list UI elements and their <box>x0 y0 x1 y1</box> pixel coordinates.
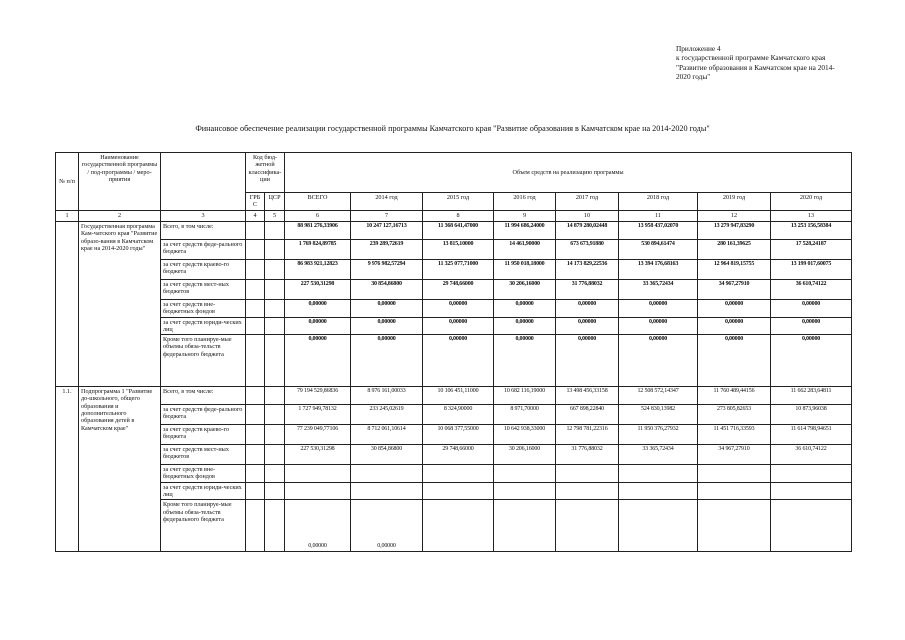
grbs-cell <box>246 300 265 318</box>
col-number: 3 <box>161 211 246 222</box>
amount-cell: 1 727 949,78132 <box>285 405 351 425</box>
amount-cell <box>619 482 698 500</box>
funding-source-label: за счет средств мест-ных бюджетов <box>161 445 246 465</box>
amount-cell: 227 530,31298 <box>285 280 351 300</box>
amount-cell: 673 673,91880 <box>556 240 619 260</box>
col-number: 11 <box>619 211 698 222</box>
amount-cell <box>351 465 423 483</box>
col-number: 12 <box>698 211 771 222</box>
amount-cell: 0,00000 <box>351 300 423 318</box>
header-total: ВСЕГО <box>285 193 351 211</box>
amount-cell: 13 958 437,02070 <box>619 222 698 240</box>
amount-cell: 12 508 572,14347 <box>619 387 698 405</box>
csr-cell <box>265 445 285 465</box>
amount-cell: 13 394 176,68163 <box>619 260 698 280</box>
amount-cell <box>494 465 556 483</box>
csr-cell <box>265 465 285 483</box>
amount-cell: 280 161,39625 <box>698 240 771 260</box>
amount-cell: 13 199 017,60075 <box>771 260 852 280</box>
amount-cell <box>556 465 619 483</box>
amount-cell: 8 976 161,00033 <box>351 387 423 405</box>
funding-source-label: за счет средств феде-рального бюджета <box>161 240 246 260</box>
header-blank <box>161 153 246 211</box>
col-number: 6 <box>285 211 351 222</box>
amount-cell <box>698 482 771 500</box>
header-code: Код бюд-жетной классифика-ции <box>246 153 285 193</box>
col-number: 2 <box>79 211 161 222</box>
financing-table <box>55 152 852 552</box>
table-row <box>56 222 852 240</box>
amount-cell: 0,00000 <box>556 335 619 387</box>
amount-cell: 0,00000 <box>494 317 556 335</box>
header-year: 2020 год <box>771 193 852 211</box>
amount-cell: 227 530,31298 <box>285 445 351 465</box>
col-number: 9 <box>494 211 556 222</box>
document-title: Финансовое обеспечение реализации государственной программы Камчатского края "Развитие образования в Камчатском крае на 2014-2020 годы" <box>195 124 710 133</box>
amount-cell: 34 967,27910 <box>698 445 771 465</box>
appendix-line-4: 2020 годы" <box>676 72 711 82</box>
amount-cell: 10 873,96038 <box>771 405 852 425</box>
col-number: 1 <box>56 211 79 222</box>
csr-cell <box>265 405 285 425</box>
amount-cell: 0,00000 <box>771 335 852 387</box>
appendix-line-3: "Развитие образования в Камчатском крае на 2014- <box>676 62 835 72</box>
amount-cell: 79 194 529,86836 <box>285 387 351 405</box>
amount-cell: 30 206,16000 <box>494 280 556 300</box>
grbs-cell <box>246 425 265 445</box>
amount-cell: 31 776,88032 <box>556 280 619 300</box>
amount-cell <box>351 482 423 500</box>
table-row <box>56 317 852 335</box>
column-number-row <box>56 211 852 222</box>
amount-cell: 0,00000 <box>494 335 556 387</box>
amount-cell: 11 451 716,33593 <box>698 425 771 445</box>
grbs-cell <box>246 222 265 240</box>
header-year: 2017 год <box>556 193 619 211</box>
amount-cell: 31 776,88032 <box>556 445 619 465</box>
col-number: 5 <box>265 211 285 222</box>
amount-cell <box>698 465 771 483</box>
amount-cell: 13 815,10000 <box>423 240 494 260</box>
amount-cell <box>285 465 351 483</box>
amount-cell: 12 964 819,15755 <box>698 260 771 280</box>
appendix-line-2: к государственной программе Камчатского края <box>676 53 826 63</box>
amount-cell: 239 289,72619 <box>351 240 423 260</box>
amount-cell <box>494 482 556 500</box>
amount-cell: 11 760 489,44156 <box>698 387 771 405</box>
grbs-cell <box>246 335 265 387</box>
amount-cell: 0,00000 <box>771 317 852 335</box>
funding-source-label: за счет средств краево-го бюджета <box>161 425 246 445</box>
amount-cell: 0,00000 <box>698 300 771 318</box>
amount-cell: 0,00000 <box>423 335 494 387</box>
amount-cell: 8 712 061,10614 <box>351 425 423 445</box>
amount-cell: 0,00000 <box>556 300 619 318</box>
amount-cell <box>619 465 698 483</box>
program-name: Государственная программа Кам-чатского края "Развитие образо-вания в Камчатском крае на 2014-2020 годы" <box>79 222 161 387</box>
amount-cell: 13 253 156,58384 <box>771 222 852 240</box>
header-grbs: ГРБ С <box>246 193 265 211</box>
funding-source-label: за счет средств юриди-ческих лиц <box>161 482 246 500</box>
amount-cell: 14 461,90000 <box>494 240 556 260</box>
funding-source-label: Кроме того планируе-мые объемы обяза-тельств федерального бюджета <box>161 500 246 552</box>
amount-cell: 30 854,86800 <box>351 280 423 300</box>
amount-cell: 667 898,22840 <box>556 405 619 425</box>
amount-cell <box>619 500 698 552</box>
table-row <box>56 482 852 500</box>
amount-cell: 0,00000 <box>351 500 423 552</box>
amount-cell: 11 325 077,71000 <box>423 260 494 280</box>
amount-cell: 13 498 456,33158 <box>556 387 619 405</box>
amount-cell <box>771 482 852 500</box>
amount-cell: 273 805,82653 <box>698 405 771 425</box>
amount-cell: 11 994 686,24000 <box>494 222 556 240</box>
funding-source-label: Всего, в том числе: <box>161 387 246 405</box>
amount-cell: 29 748,66000 <box>423 280 494 300</box>
amount-cell: 0,00000 <box>423 300 494 318</box>
funding-source-label: за счет средств юриди-ческих лиц <box>161 317 246 335</box>
amount-cell: 34 967,27910 <box>698 280 771 300</box>
amount-cell: 0,00000 <box>285 335 351 387</box>
amount-cell: 0,00000 <box>285 500 351 552</box>
col-number: 7 <box>351 211 423 222</box>
funding-source-label: за счет средств феде-рального бюджета <box>161 405 246 425</box>
amount-cell: 0,00000 <box>556 317 619 335</box>
col-number: 10 <box>556 211 619 222</box>
amount-cell: 14 879 280,02448 <box>556 222 619 240</box>
col-number: 8 <box>423 211 494 222</box>
amount-cell: 0,00000 <box>619 335 698 387</box>
amount-cell <box>423 500 494 552</box>
funding-source-label: за счет средств вне-бюджетных фондов <box>161 465 246 483</box>
csr-cell <box>265 500 285 552</box>
appendix-note <box>676 44 891 82</box>
amount-cell <box>285 482 351 500</box>
amount-cell: 8 324,90000 <box>423 405 494 425</box>
amount-cell: 0,00000 <box>771 300 852 318</box>
amount-cell: 524 830,13982 <box>619 405 698 425</box>
csr-cell <box>265 222 285 240</box>
header-name: Наименование государственной программы / под-программы / меро-приятия <box>79 153 161 211</box>
header-year: 2019 год <box>698 193 771 211</box>
table-row <box>56 260 852 280</box>
amount-cell: 0,00000 <box>619 300 698 318</box>
amount-cell <box>556 482 619 500</box>
csr-cell <box>265 280 285 300</box>
grbs-cell <box>246 387 265 405</box>
amount-cell: 36 610,74122 <box>771 445 852 465</box>
table-row <box>56 425 852 445</box>
amount-cell: 0,00000 <box>698 335 771 387</box>
amount-cell: 10 642 938,33000 <box>494 425 556 445</box>
amount-cell: 11 950 376,27932 <box>619 425 698 445</box>
amount-cell: 9 976 982,57294 <box>351 260 423 280</box>
funding-source-label: Всего, в том числе: <box>161 222 246 240</box>
grbs-cell <box>246 405 265 425</box>
funding-source-label: за счет средств краево-го бюджета <box>161 260 246 280</box>
amount-cell: 0,00000 <box>494 300 556 318</box>
amount-cell: 33 365,72434 <box>619 445 698 465</box>
amount-cell: 86 983 921,12823 <box>285 260 351 280</box>
table-row <box>56 240 852 260</box>
sub1-name: Подпрограмма 1 "Развитие до-школьного, общего образования и дополнительного образования детей в Камчатском крае" <box>79 387 161 552</box>
grbs-cell <box>246 317 265 335</box>
amount-cell: 14 173 829,22536 <box>556 260 619 280</box>
amount-cell: 530 894,61474 <box>619 240 698 260</box>
header-year: 2014 год <box>351 193 423 211</box>
col-number: 4 <box>246 211 265 222</box>
csr-cell <box>265 317 285 335</box>
amount-cell: 33 365,72434 <box>619 280 698 300</box>
grbs-cell <box>246 500 265 552</box>
amount-cell: 0,00000 <box>423 317 494 335</box>
amount-cell <box>771 465 852 483</box>
amount-cell: 12 798 781,22316 <box>556 425 619 445</box>
grbs-cell <box>246 465 265 483</box>
header-row-1 <box>56 153 852 193</box>
amount-cell <box>556 500 619 552</box>
amount-cell: 1 769 824,89785 <box>285 240 351 260</box>
amount-cell: 10 068 377,55000 <box>423 425 494 445</box>
grbs-cell <box>246 240 265 260</box>
header-year: 2018 год <box>619 193 698 211</box>
table-row <box>56 280 852 300</box>
table-row <box>56 445 852 465</box>
header-csr: ЦСР <box>265 193 285 211</box>
csr-cell <box>265 387 285 405</box>
table-row <box>56 300 852 318</box>
csr-cell <box>265 335 285 387</box>
amount-cell: 11 614 798,94651 <box>771 425 852 445</box>
amount-cell: 0,00000 <box>619 317 698 335</box>
amount-cell: 11 950 018,18000 <box>494 260 556 280</box>
amount-cell: 30 854,86800 <box>351 445 423 465</box>
csr-cell <box>265 260 285 280</box>
amount-cell: 17 528,24187 <box>771 240 852 260</box>
amount-cell: 0,00000 <box>285 300 351 318</box>
grbs-cell <box>246 280 265 300</box>
amount-cell <box>771 500 852 552</box>
csr-cell <box>265 300 285 318</box>
appendix-line-1: Приложение 4 <box>676 44 721 53</box>
csr-cell <box>265 240 285 260</box>
grbs-cell <box>246 445 265 465</box>
header-year: 2015 год <box>423 193 494 211</box>
amount-cell: 77 239 049,77106 <box>285 425 351 445</box>
table-row <box>56 405 852 425</box>
amount-cell: 0,00000 <box>351 335 423 387</box>
program-number <box>56 222 79 387</box>
funding-source-label: за счет средств вне-бюджетных фондов <box>161 300 246 318</box>
amount-cell: 233 245,02619 <box>351 405 423 425</box>
amount-cell: 13 279 947,83290 <box>698 222 771 240</box>
header-year: 2016 год <box>494 193 556 211</box>
amount-cell <box>423 482 494 500</box>
table-row <box>56 500 852 552</box>
table-row <box>56 335 852 387</box>
amount-cell: 0,00000 <box>285 317 351 335</box>
amount-cell: 10 682 116,19000 <box>494 387 556 405</box>
amount-cell: 30 206,16000 <box>494 445 556 465</box>
table-row <box>56 387 852 405</box>
amount-cell: 10 106 451,11000 <box>423 387 494 405</box>
csr-cell <box>265 425 285 445</box>
header-num: № п/п <box>56 153 79 211</box>
amount-cell <box>698 500 771 552</box>
amount-cell: 88 981 276,33906 <box>285 222 351 240</box>
csr-cell <box>265 482 285 500</box>
amount-cell: 29 748,66000 <box>423 445 494 465</box>
grbs-cell <box>246 482 265 500</box>
col-number: 13 <box>771 211 852 222</box>
funding-source-label: Кроме того планируе-мые объемы обяза-тельств федерального бюджета <box>161 335 246 387</box>
sub1-number: 1.1. <box>56 387 79 552</box>
amount-cell: 0,00000 <box>698 317 771 335</box>
amount-cell: 10 247 127,16713 <box>351 222 423 240</box>
amount-cell <box>423 465 494 483</box>
grbs-cell <box>246 260 265 280</box>
amount-cell: 8 971,70000 <box>494 405 556 425</box>
amount-cell: 0,00000 <box>351 317 423 335</box>
amount-cell: 36 610,74122 <box>771 280 852 300</box>
amount-cell <box>494 500 556 552</box>
header-volume: Объем средств на реализацию программы <box>285 153 852 193</box>
amount-cell: 11 368 641,47000 <box>423 222 494 240</box>
funding-source-label: за счет средств мест-ных бюджетов <box>161 280 246 300</box>
table-row <box>56 465 852 483</box>
amount-cell: 11 662 283,64811 <box>771 387 852 405</box>
